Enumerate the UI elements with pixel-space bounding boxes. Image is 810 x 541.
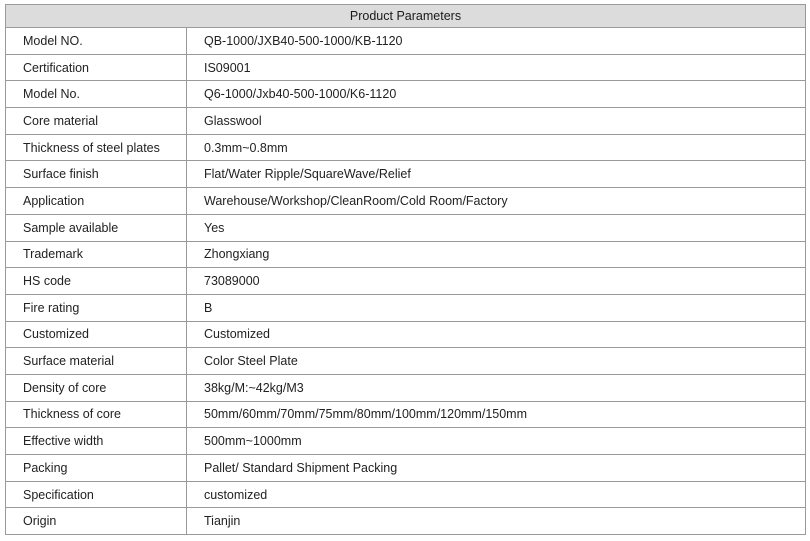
param-label: Thickness of steel plates: [6, 134, 187, 161]
table-row: [6, 188, 806, 215]
param-label: Packing: [6, 455, 187, 482]
table-row: [6, 321, 806, 348]
param-label: Thickness of core: [6, 401, 187, 428]
param-value: 38kg/M:~42kg/M3: [187, 374, 806, 401]
param-label: HS code: [6, 268, 187, 295]
param-value: IS09001: [187, 54, 806, 81]
param-value: B: [187, 294, 806, 321]
param-label: Fire rating: [6, 294, 187, 321]
param-label: Trademark: [6, 241, 187, 268]
table-header-row: [6, 5, 806, 28]
product-parameters-table: [5, 4, 806, 535]
param-value: Q6-1000/Jxb40-500-1000/K6-1120: [187, 81, 806, 108]
param-label: Certification: [6, 54, 187, 81]
table-row: [6, 161, 806, 188]
param-value: Zhongxiang: [187, 241, 806, 268]
param-value: Tianjin: [187, 508, 806, 535]
table-title: Product Parameters: [6, 5, 806, 28]
table-row: [6, 81, 806, 108]
table-row: [6, 481, 806, 508]
table-row: [6, 28, 806, 55]
table-row: [6, 214, 806, 241]
param-label: Model No.: [6, 81, 187, 108]
table-row: [6, 428, 806, 455]
param-label: Specification: [6, 481, 187, 508]
param-value: Warehouse/Workshop/CleanRoom/Cold Room/Factory: [187, 188, 806, 215]
param-label: Origin: [6, 508, 187, 535]
param-value: 500mm~1000mm: [187, 428, 806, 455]
param-value: Yes: [187, 214, 806, 241]
table-row: [6, 134, 806, 161]
param-label: Model NO.: [6, 28, 187, 55]
param-label: Sample available: [6, 214, 187, 241]
param-label: Core material: [6, 108, 187, 135]
param-value: 50mm/60mm/70mm/75mm/80mm/100mm/120mm/150mm: [187, 401, 806, 428]
param-value: Flat/Water Ripple/SquareWave/Relief: [187, 161, 806, 188]
table-row: [6, 268, 806, 295]
table-row: [6, 374, 806, 401]
table-row: [6, 241, 806, 268]
param-value: Pallet/ Standard Shipment Packing: [187, 455, 806, 482]
table-row: [6, 54, 806, 81]
param-value: Glasswool: [187, 108, 806, 135]
param-value: 0.3mm~0.8mm: [187, 134, 806, 161]
param-label: Application: [6, 188, 187, 215]
table-row: [6, 455, 806, 482]
table-row: [6, 294, 806, 321]
table-row: [6, 401, 806, 428]
param-value: 73089000: [187, 268, 806, 295]
param-value: Customized: [187, 321, 806, 348]
table-body: [6, 28, 806, 535]
param-value: QB-1000/JXB40-500-1000/KB-1120: [187, 28, 806, 55]
param-label: Surface material: [6, 348, 187, 375]
param-value: Color Steel Plate: [187, 348, 806, 375]
param-label: Density of core: [6, 374, 187, 401]
param-value: customized: [187, 481, 806, 508]
param-label: Customized: [6, 321, 187, 348]
table-row: [6, 348, 806, 375]
table-row: [6, 108, 806, 135]
param-label: Surface finish: [6, 161, 187, 188]
param-label: Effective width: [6, 428, 187, 455]
table-row: [6, 508, 806, 535]
